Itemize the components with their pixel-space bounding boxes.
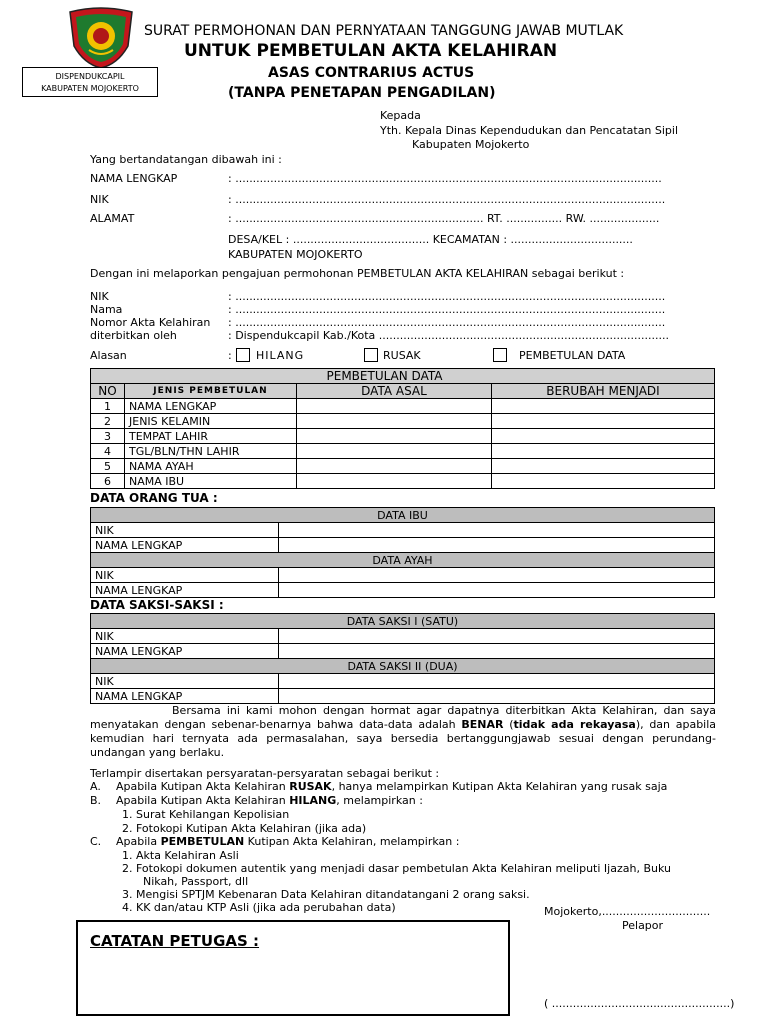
report-akta-field[interactable]: : ........................................................................................................................... bbox=[228, 316, 666, 329]
recipient-line-1: Yth. Kepala Dinas Kependudukan dan Pencatatan Sipil bbox=[380, 124, 679, 137]
table-row bbox=[91, 444, 715, 459]
saksi-2-nama-cell[interactable] bbox=[279, 689, 715, 704]
signature-place-date[interactable]: Mojokerto,............................... bbox=[544, 905, 711, 918]
signature-name-line[interactable]: ( ...................................................) bbox=[544, 997, 735, 1010]
attachment-c-letter: C. bbox=[90, 835, 102, 848]
row-jenis: TEMPAT LAHIR bbox=[125, 429, 297, 444]
applicant-alamat-field[interactable]: : ....................................................................... RT. ................ RW. .................... bbox=[228, 212, 660, 225]
checkbox-rusak[interactable] bbox=[364, 348, 378, 362]
row-asal-cell[interactable] bbox=[297, 444, 492, 459]
row-no: 2 bbox=[91, 414, 125, 429]
col-header-no: NO bbox=[91, 384, 125, 399]
row-menjadi-cell[interactable] bbox=[492, 429, 715, 444]
col-header-menjadi: BERUBAH MENJADI bbox=[492, 384, 715, 399]
row-asal-cell[interactable] bbox=[297, 429, 492, 444]
saksi-2-nama-label: NAMA LENGKAP bbox=[91, 689, 279, 704]
row-jenis: NAMA AYAH bbox=[125, 459, 297, 474]
applicant-nik-field[interactable]: : ........................................................................................................................... bbox=[228, 193, 666, 206]
witnesses-table bbox=[90, 613, 715, 704]
list-item: 1. Surat Kehilangan Kepolisian bbox=[122, 808, 290, 821]
applicant-alamat-label: ALAMAT bbox=[90, 212, 135, 225]
attachment-c-text: Apabila PEMBETULAN Kutipan Akta Kelahiran, melampirkan : bbox=[116, 835, 460, 848]
col-header-asal: DATA ASAL bbox=[297, 384, 492, 399]
row-jenis: JENIS KELAMIN bbox=[125, 414, 297, 429]
row-asal-cell[interactable] bbox=[297, 459, 492, 474]
option-rusak-label: RUSAK bbox=[383, 349, 421, 362]
report-terbit-field[interactable]: : Dispendukcapil Kab./Kota ................................................................................... bbox=[228, 329, 669, 342]
recipient-line-2: Kabupaten Mojokerto bbox=[412, 138, 530, 151]
table-row bbox=[91, 399, 715, 414]
row-jenis: NAMA IBU bbox=[125, 474, 297, 489]
document-title-line-3: ASAS CONTRARIUS ACTUS bbox=[268, 65, 475, 81]
ayah-nama-cell[interactable] bbox=[279, 583, 715, 598]
table-row bbox=[91, 459, 715, 474]
list-item: 2. Fotokopi Kutipan Akta Kelahiran (jika ada) bbox=[122, 822, 367, 835]
option-hilang-label: HILANG bbox=[256, 349, 305, 362]
row-no: 4 bbox=[91, 444, 125, 459]
report-nama-label: Nama bbox=[90, 303, 123, 316]
attachment-a-letter: A. bbox=[90, 780, 101, 793]
row-jenis: TGL/BLN/THN LAHIR bbox=[125, 444, 297, 459]
attachment-b-letter: B. bbox=[90, 794, 102, 807]
row-no: 3 bbox=[91, 429, 125, 444]
list-item: 3. Mengisi SPTJM Kebenaran Data Kelahiran ditandatangani 2 orang saksi. bbox=[122, 888, 530, 901]
row-menjadi-cell[interactable] bbox=[492, 414, 715, 429]
signature-role: Pelapor bbox=[622, 919, 664, 932]
applicant-intro: Yang bertandatangan dibawah ini : bbox=[90, 153, 282, 166]
ibu-nama-label: NAMA LENGKAP bbox=[91, 538, 279, 553]
ayah-nik-label: NIK bbox=[91, 568, 279, 583]
table-row bbox=[91, 429, 715, 444]
row-jenis: NAMA LENGKAP bbox=[125, 399, 297, 414]
correction-table bbox=[90, 368, 715, 489]
witnesses-heading: DATA SAKSI-SAKSI : bbox=[90, 598, 224, 612]
attachments-intro: Terlampir disertakan persyaratan-persyaratan sebagai berikut : bbox=[90, 767, 440, 780]
officer-notes-box[interactable] bbox=[76, 920, 510, 1016]
row-no: 5 bbox=[91, 459, 125, 474]
stamp-line-2: KABUPATEN MOJOKERTO bbox=[41, 84, 139, 93]
saksi-1-title: DATA SAKSI I (SATU) bbox=[91, 614, 715, 629]
ibu-nik-cell[interactable] bbox=[279, 523, 715, 538]
row-asal-cell[interactable] bbox=[297, 414, 492, 429]
report-nik-label: NIK bbox=[90, 290, 109, 303]
applicant-desa-field[interactable]: DESA/KEL : ....................................... KECAMATAN : ................................... bbox=[228, 233, 633, 246]
checkbox-hilang[interactable] bbox=[236, 348, 250, 362]
document-title-line-4: (TANPA PENETAPAN PENGADILAN) bbox=[228, 85, 496, 101]
col-header-jenis: JENIS PEMBETULAN bbox=[125, 384, 297, 399]
checkbox-pembetulan-data[interactable] bbox=[493, 348, 507, 362]
saksi-1-nama-cell[interactable] bbox=[279, 644, 715, 659]
recipient-kepada: Kepada bbox=[380, 109, 421, 122]
ibu-nama-cell[interactable] bbox=[279, 538, 715, 553]
list-item: 4. KK dan/atau KTP Asli (jika ada perubahan data) bbox=[122, 901, 396, 914]
table-row bbox=[91, 414, 715, 429]
attachment-b-text: Apabila Kutipan Akta Kelahiran HILANG, melampirkan : bbox=[116, 794, 423, 807]
parents-table bbox=[90, 507, 715, 598]
data-ayah-title: DATA AYAH bbox=[91, 553, 715, 568]
stamp-line-1: DISPENDUKCAPIL bbox=[55, 72, 125, 81]
report-intro: Dengan ini melaporkan pengajuan permohonan PEMBETULAN AKTA KELAHIRAN sebagai berikut : bbox=[90, 267, 625, 280]
applicant-nama-label: NAMA LENGKAP bbox=[90, 172, 178, 185]
saksi-1-nik-label: NIK bbox=[91, 629, 279, 644]
ibu-nik-label: NIK bbox=[91, 523, 279, 538]
officer-notes-title: CATATAN PETUGAS : bbox=[90, 932, 260, 950]
saksi-2-title: DATA SAKSI II (DUA) bbox=[91, 659, 715, 674]
table-row bbox=[91, 474, 715, 489]
statement-paragraph: Bersama ini kami mohon dengan hormat agar dapatnya diterbitkan Akta Kelahiran, dan saya menyatakan dengan sebenar-benarnya bahwa data-data adalah BENAR (tidak ada rekayasa), dan apabila kemudian hari ternyata ada permasalahan, saya bersedia bertanggungjawab sesuai dengan perundang-undangan yang berlaku. bbox=[90, 704, 717, 759]
row-menjadi-cell[interactable] bbox=[492, 474, 715, 489]
option-pembetulan-label: PEMBETULAN DATA bbox=[519, 349, 626, 362]
document-title-line-2: UNTUK PEMBETULAN AKTA KELAHIRAN bbox=[184, 41, 558, 61]
attachment-a-text: Apabila Kutipan Akta Kelahiran RUSAK, hanya melampirkan Kutipan Akta Kelahiran yang rusak saja bbox=[116, 780, 668, 793]
row-menjadi-cell[interactable] bbox=[492, 399, 715, 414]
row-menjadi-cell[interactable] bbox=[492, 459, 715, 474]
alasan-label: Alasan bbox=[90, 349, 127, 362]
row-asal-cell[interactable] bbox=[297, 399, 492, 414]
ayah-nik-cell[interactable] bbox=[279, 568, 715, 583]
data-ibu-title: DATA IBU bbox=[91, 508, 715, 523]
saksi-1-nama-label: NAMA LENGKAP bbox=[91, 644, 279, 659]
ayah-nama-label: NAMA LENGKAP bbox=[91, 583, 279, 598]
saksi-2-nik-label: NIK bbox=[91, 674, 279, 689]
report-terbit-label: diterbitkan oleh bbox=[90, 329, 177, 342]
saksi-2-nik-cell[interactable] bbox=[279, 674, 715, 689]
saksi-1-nik-cell[interactable] bbox=[279, 629, 715, 644]
report-nama-field[interactable]: : ........................................................................................................................... bbox=[228, 303, 666, 316]
list-item: 2. Fotokopi dokumen autentik yang menjadi dasar pembetulan Akta Kelahiran meliputi Ijazah, Buku bbox=[122, 862, 671, 875]
list-item: Nikah, Passport, dll bbox=[122, 875, 249, 888]
correction-table-title: PEMBETULAN DATA bbox=[326, 369, 443, 383]
applicant-nama-field[interactable]: : .......................................................................................................................... bbox=[228, 172, 662, 185]
row-no: 6 bbox=[91, 474, 125, 489]
alasan-colon: : bbox=[228, 349, 232, 362]
report-nik-field[interactable]: : ........................................................................................................................... bbox=[228, 290, 666, 303]
parents-heading: DATA ORANG TUA : bbox=[90, 491, 218, 505]
applicant-kabupaten: KABUPATEN MOJOKERTO bbox=[228, 248, 363, 261]
report-akta-label: Nomor Akta Kelahiran bbox=[90, 316, 211, 329]
applicant-nik-label: NIK bbox=[90, 193, 109, 206]
document-title-line-1: SURAT PERMOHONAN DAN PERNYATAAN TANGGUNG JAWAB MUTLAK bbox=[144, 23, 624, 39]
row-no: 1 bbox=[91, 399, 125, 414]
row-menjadi-cell[interactable] bbox=[492, 444, 715, 459]
office-stamp-box bbox=[22, 67, 158, 97]
mojokerto-regency-emblem-icon bbox=[62, 6, 140, 70]
row-asal-cell[interactable] bbox=[297, 474, 492, 489]
list-item: 1. Akta Kelahiran Asli bbox=[122, 849, 239, 862]
